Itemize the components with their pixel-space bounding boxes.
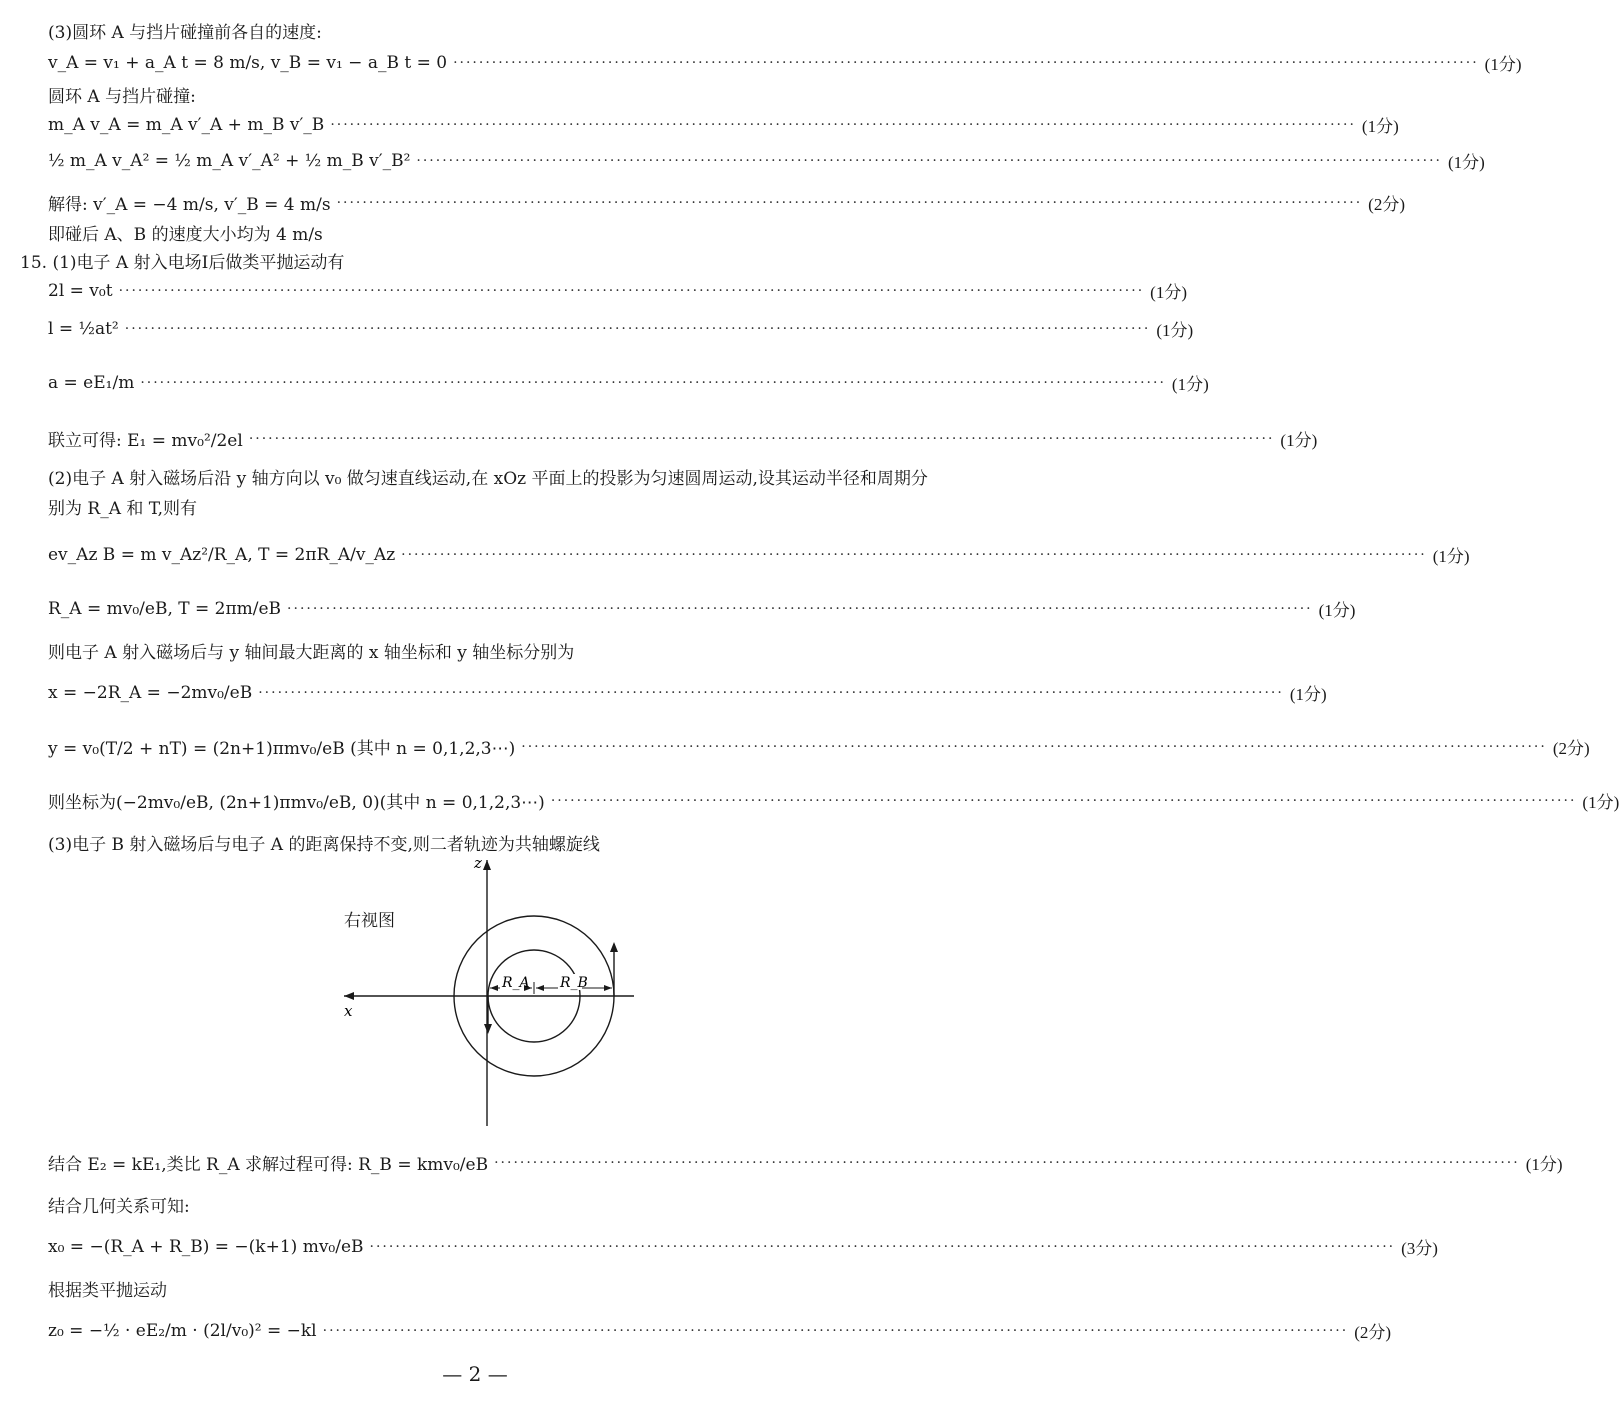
eq-RB: 结合 E₂ = kE₁,类比 R_A 求解过程可得: R_B = kmv₀/eB (48, 1155, 489, 1175)
leader-dots: ······························································································································································· (336, 194, 1363, 211)
eq-y: y = v₀(T/2 + nT) = (2n+1)πmv₀/eB (其中 n = 0,1,2,3⋯) (48, 739, 516, 759)
q15-title: 15. (1)电子 A 射入电场Ⅰ后做类平抛运动有 (20, 253, 345, 273)
figure-background (344, 858, 636, 1130)
leader-dots: ······························································································································································· (550, 792, 1577, 809)
eq-row-x0 (48, 1234, 1438, 1259)
part2-text: (2)电子 A 射入磁场后沿 y 轴方向以 v₀ 做匀速直线运动,在 xOz 平面上的投影为匀速圆周运动,设其运动半径和周期分别为 R_A 和 T,则有 (48, 469, 928, 519)
right-view-figure (344, 854, 636, 1130)
figure-title: 右视图 (344, 911, 395, 931)
eq-momentum: m_A v_A = m_A v′_A + m_B v′_B (48, 114, 325, 135)
eq-l: l = ½at² (48, 318, 119, 339)
score: (2分) (1552, 739, 1590, 758)
eq-x: x = −2R_A = −2mv₀/eB (48, 682, 253, 703)
eq-row-z0 (48, 1318, 1392, 1343)
eq-va: v_A = v₁ + a_A t = 8 m/s, v_B = v₁ − a_B t = 0 (48, 52, 448, 73)
eq-solve: 解得: v′_A = −4 m/s, v′_B = 4 m/s (48, 195, 331, 215)
eq-a: a = eE₁/m (48, 372, 135, 393)
leader-dots: ······························································································································································· (322, 1322, 1349, 1339)
eq-row-x (48, 680, 1327, 705)
eq-E1: 联立可得: E₁ = mv₀²/2el (48, 431, 243, 451)
eq-row-va (48, 50, 1522, 75)
projectile-text: 根据类平抛运动 (48, 1281, 167, 1301)
score: (2分) (1354, 1323, 1392, 1342)
score: (1分) (1582, 793, 1619, 812)
part3-title: (3)圆环 A 与挡片碰撞前各自的速度: (48, 23, 322, 43)
conclusion-text: 即碰后 A、B 的速度大小均为 4 m/s (48, 225, 323, 245)
eq-RA: R_A = mv₀/eB, T = 2πm/eB (48, 598, 282, 619)
eq-row-y (48, 734, 1590, 759)
score: (1分) (1361, 117, 1399, 136)
eq-row-momentum (48, 112, 1399, 137)
score: (2分) (1368, 195, 1405, 214)
score: (1分) (1432, 547, 1470, 566)
eq-energy: ½ m_A v_A² = ½ m_A v′_A² + ½ m_B v′_B² (48, 150, 411, 171)
eq-row-l (48, 316, 1194, 341)
collision-title: 圆环 A 与挡片碰撞: (48, 87, 196, 107)
eq-x0: x₀ = −(R_A + R_B) = −(k+1) mv₀/eB (48, 1236, 364, 1257)
eq-row-RB (48, 1150, 1563, 1175)
score: (1分) (1289, 685, 1327, 704)
leader-dots: ······························································································································································· (494, 1154, 1520, 1171)
eq-evB: ev_Az B = m v_Az²/R_A, T = 2πR_A/v_Az (48, 544, 396, 565)
leader-dots: ······························································································································································· (248, 430, 1275, 447)
eq-row-solve (48, 190, 1405, 215)
eq-coord: 则坐标为(−2mv₀/eB, (2n+1)πmv₀/eB, 0)(其中 n = 0,1,2,3⋯) (48, 793, 545, 813)
score: (1分) (1525, 1155, 1563, 1174)
score: (1分) (1171, 375, 1209, 394)
eq-2l: 2l = v₀t (48, 280, 113, 301)
x-axis-label: x (344, 1002, 353, 1020)
leader-dots: ······························································································································································· (330, 116, 1356, 133)
score: (1分) (1156, 321, 1194, 340)
page-number: — 2 — (442, 1362, 508, 1386)
eq-row-2l (48, 278, 1187, 303)
leader-dots: ······························································································································································· (416, 152, 1442, 169)
label-RA: R_A (502, 975, 530, 991)
geom-text: 结合几何关系可知: (48, 1197, 190, 1217)
leader-dots: ······························································································································································· (521, 738, 1547, 755)
label-RB: R_B (560, 975, 588, 991)
score: (1分) (1484, 55, 1522, 74)
leader-dots: ······························································································································································· (401, 546, 1427, 563)
eq-row-a (48, 370, 1209, 395)
leader-dots: ······························································································································································· (258, 684, 1284, 701)
leader-dots: ······························································································································································· (287, 600, 1313, 617)
leader-dots: ······························································································································································· (118, 282, 1145, 299)
eq-z0: z₀ = −½ · eE₂/m · (2l/v₀)² = −kl (48, 1320, 317, 1341)
score: (1分) (1150, 283, 1187, 302)
eq-row-coord (48, 788, 1619, 813)
eq-row-evB (48, 542, 1470, 567)
score: (3分) (1401, 1239, 1438, 1258)
leader-dots: ······························································································································································· (453, 54, 1479, 71)
leader-dots: ······························································································································································· (124, 320, 1151, 337)
z-axis-label: z (474, 854, 482, 872)
score: (1分) (1318, 601, 1356, 620)
leader-dots: ······························································································································································· (369, 1238, 1396, 1255)
eq-row-E1 (48, 426, 1318, 451)
score: (1分) (1280, 431, 1318, 450)
score: (1分) (1447, 153, 1485, 172)
leader-dots: ······························································································································································· (140, 374, 1166, 391)
eq-row-energy (48, 148, 1485, 173)
eq-row-RA (48, 596, 1356, 621)
max-dist-text: 则电子 A 射入磁场后与 y 轴间最大距离的 x 轴坐标和 y 轴坐标分别为 (48, 643, 575, 663)
part3b-text: (3)电子 B 射入磁场后与电子 A 的距离保持不变,则二者轨迹为共轴螺旋线 (48, 835, 600, 855)
